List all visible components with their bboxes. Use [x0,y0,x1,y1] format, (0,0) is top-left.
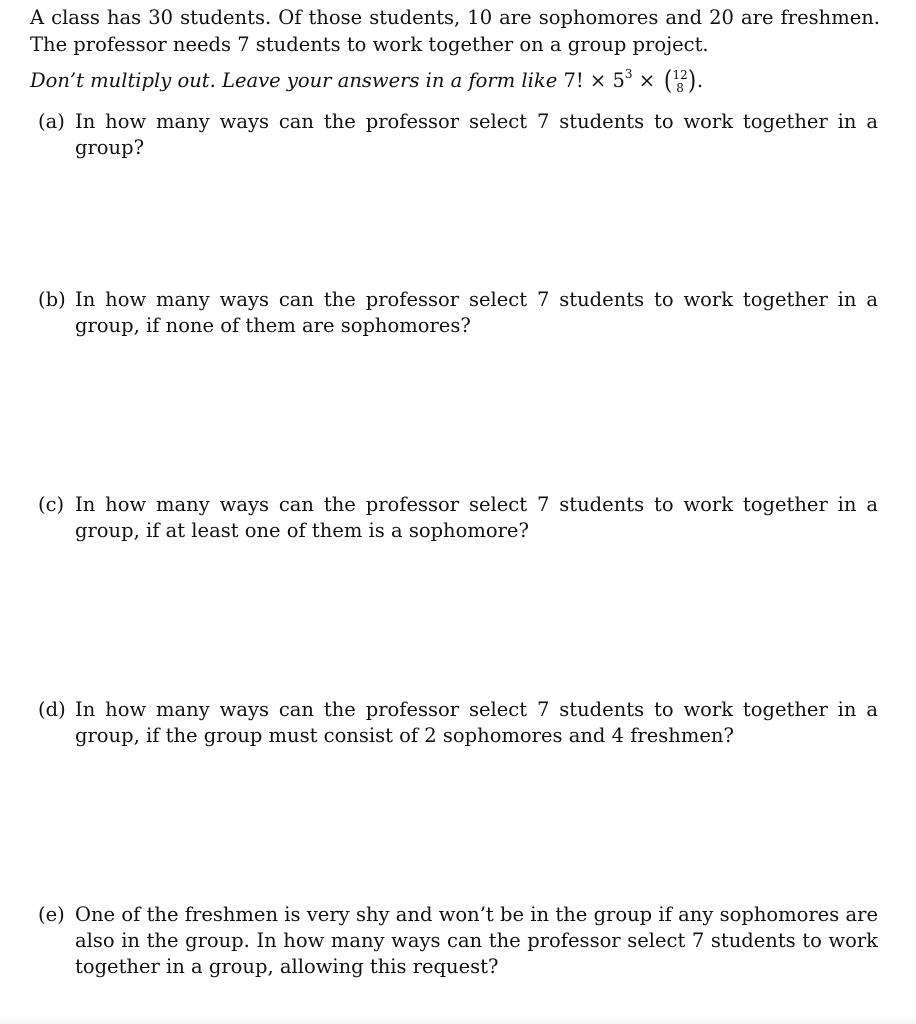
instruction-text: Don’t multiply out. Leave your answers in a form like [30,69,558,92]
binom-left-paren: ( [664,65,673,96]
question-a [38,109,878,161]
question-label: (e) [38,903,65,926]
question-label: (c) [38,493,65,516]
example-end-period: . [696,69,704,92]
question-d [38,697,878,749]
example-base: 5 [612,69,625,92]
binomial-coefficient [663,65,697,96]
example-times-1: × [589,69,607,92]
question-text: One of the freshmen is very shy and won’t be in the group if any sophomores are also in the group. In how many ways can the professor select 7 students to work together in a group, allowing this request? [75,903,878,978]
problem-intro: A class has 30 students. Of those students, 10 are sophomores and 20 are freshmen. The professor needs 7 students to work together on a group project. [30,6,880,56]
example-expression [563,65,704,96]
binom-stack [672,69,687,95]
question-label: (b) [38,288,66,311]
question-text: In how many ways can the professor select 7 students to work together in a group, if at least one of them is a sophomore? [75,493,878,542]
question-text: In how many ways can the professor select 7 students to work together in a group? [75,110,878,159]
binom-top: 12 [672,67,688,82]
example-factorial: 7! [563,69,584,92]
question-text: In how many ways can the professor select 7 students to work together in a group, if none of them are sophomores? [75,288,878,337]
example-times-2: × [638,69,656,92]
binom-bottom: 8 [676,80,684,95]
question-label: (a) [38,110,65,133]
question-b [38,287,878,339]
page-bottom-shadow [0,1014,916,1024]
question-label: (d) [38,698,66,721]
question-text: In how many ways can the professor select 7 students to work together in a group, if the group must consist of 2 sophomores and 4 freshmen? [75,698,878,747]
binom-right-paren: ) [687,65,696,96]
instruction-line [30,66,703,96]
example-exponent: 3 [624,67,633,81]
question-e [38,902,878,980]
question-c [38,492,878,544]
